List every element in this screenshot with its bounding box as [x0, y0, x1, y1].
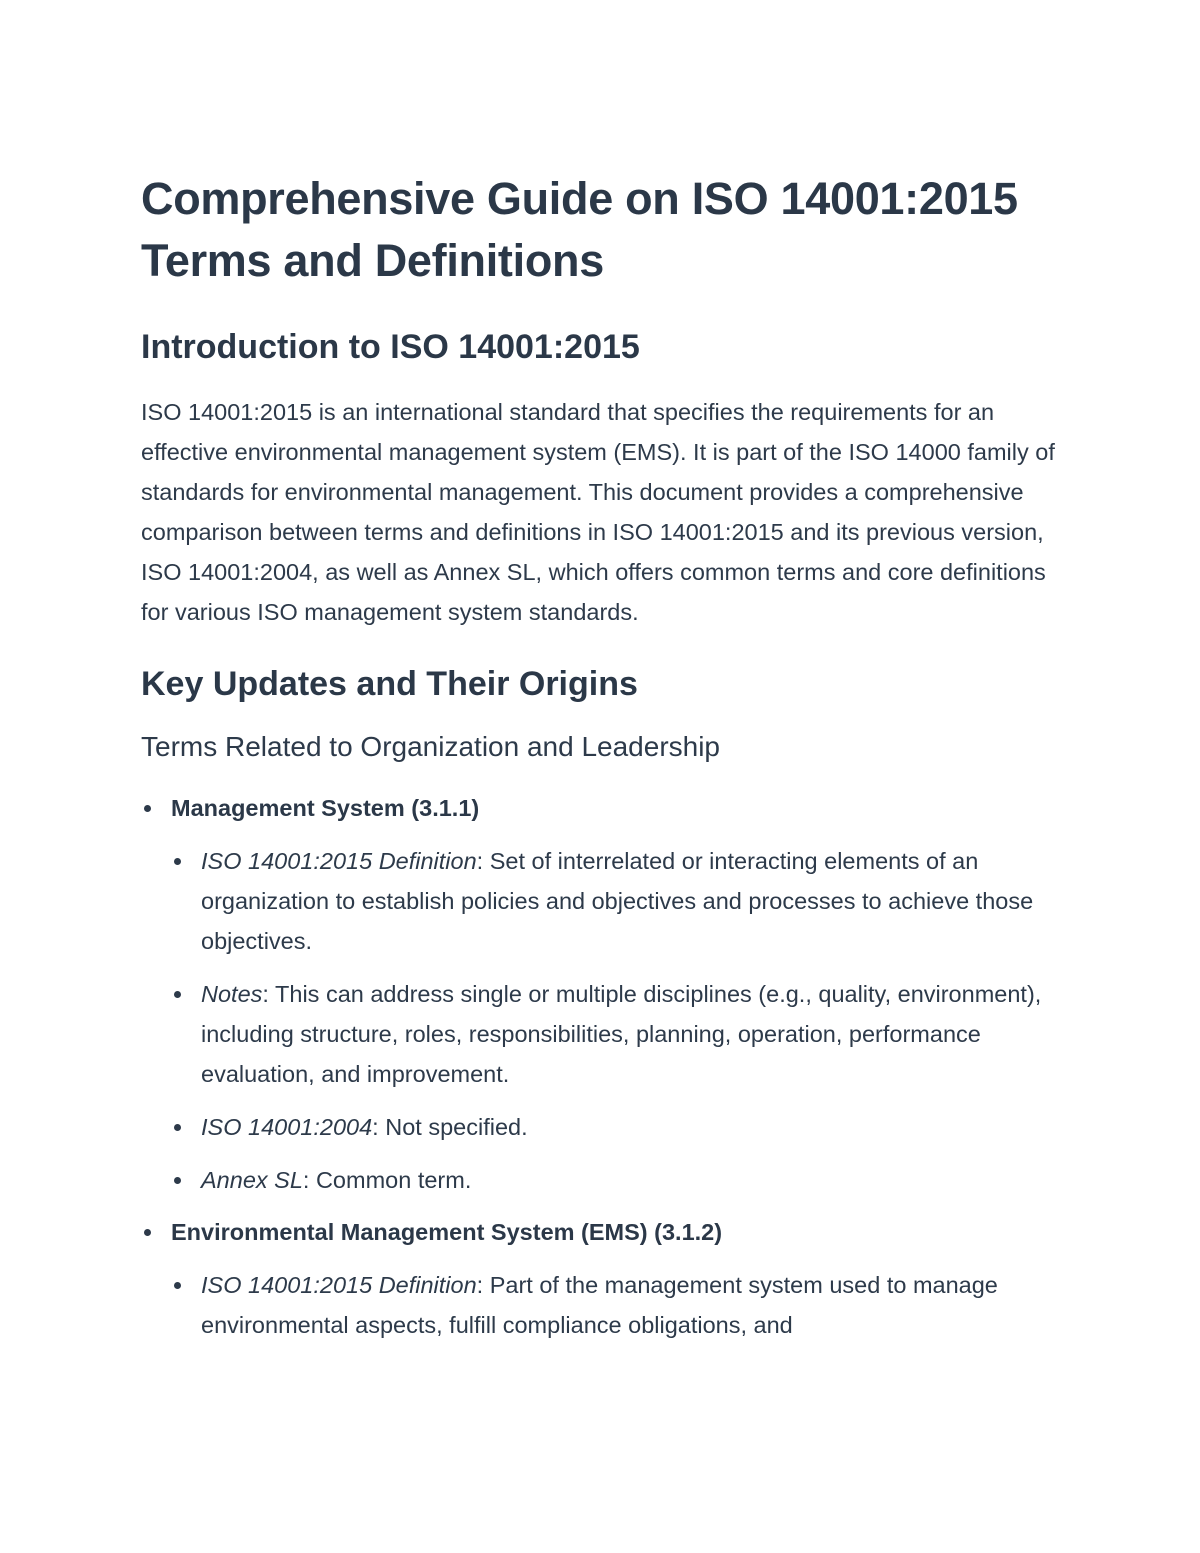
detail-text: : Not specified. [372, 1114, 528, 1140]
detail-text: : Part of the management system used to manage environmental aspects, fulfill compliance obligations, and [201, 1272, 998, 1338]
term-item-ems [141, 1212, 1066, 1345]
intro-paragraph: ISO 14001:2015 is an international standard that specifies the requirements for an effective environmental management system (EMS). It is part of the ISO 14000 family of standards for environmental management. This document provides a comprehensive comparison between terms and definitions in ISO 14001:2015 and its previous version, ISO 14001:2004, as well as Annex SL, which offers common terms and core definitions for various ISO management system standards. [141, 399, 1055, 625]
term-title: Management System (3.1.1) [171, 795, 480, 821]
detail-item [171, 1107, 1066, 1147]
term-title: Environmental Management System (EMS) (3.1.2) [171, 1219, 723, 1245]
terms-list [141, 788, 1066, 1345]
bullet-icon [174, 1282, 181, 1289]
detail-item [171, 1160, 1066, 1200]
detail-label: ISO 14001:2015 Definition [201, 1272, 477, 1298]
detail-item [171, 974, 1066, 1094]
page-title: Comprehensive Guide on ISO 14001:2015 Terms and Definitions [141, 173, 1018, 286]
bullet-icon [174, 991, 181, 998]
detail-label: Notes [201, 981, 263, 1007]
key-updates-heading: Key Updates and Their Origins [141, 665, 638, 703]
intro-heading: Introduction to ISO 14001:2015 [141, 328, 640, 366]
detail-text: : Set of interrelated or interacting elements of an organization to establish policies and objectives and processes to achieve those objectives. [201, 848, 1034, 954]
bullet-icon [144, 1229, 151, 1236]
detail-text: : This can address single or multiple disciplines (e.g., quality, environment), including structure, roles, responsibilities, planning, operation, performance evaluation, and improvement. [201, 981, 1042, 1087]
term-details [171, 1265, 1066, 1345]
detail-label: ISO 14001:2004 [201, 1114, 373, 1140]
document-page [141, 168, 1066, 1345]
term-item-management-system [141, 788, 1066, 1200]
detail-item [171, 841, 1066, 961]
section-subheading: Terms Related to Organization and Leadership [141, 731, 721, 762]
bullet-icon [174, 1177, 181, 1184]
term-details [171, 841, 1066, 1200]
detail-label: Annex SL [201, 1167, 303, 1193]
detail-item [171, 1265, 1066, 1345]
detail-label: ISO 14001:2015 Definition [201, 848, 477, 874]
bullet-icon [144, 805, 151, 812]
bullet-icon [174, 858, 181, 865]
detail-text: : Common term. [302, 1167, 472, 1193]
bullet-icon [174, 1124, 181, 1131]
